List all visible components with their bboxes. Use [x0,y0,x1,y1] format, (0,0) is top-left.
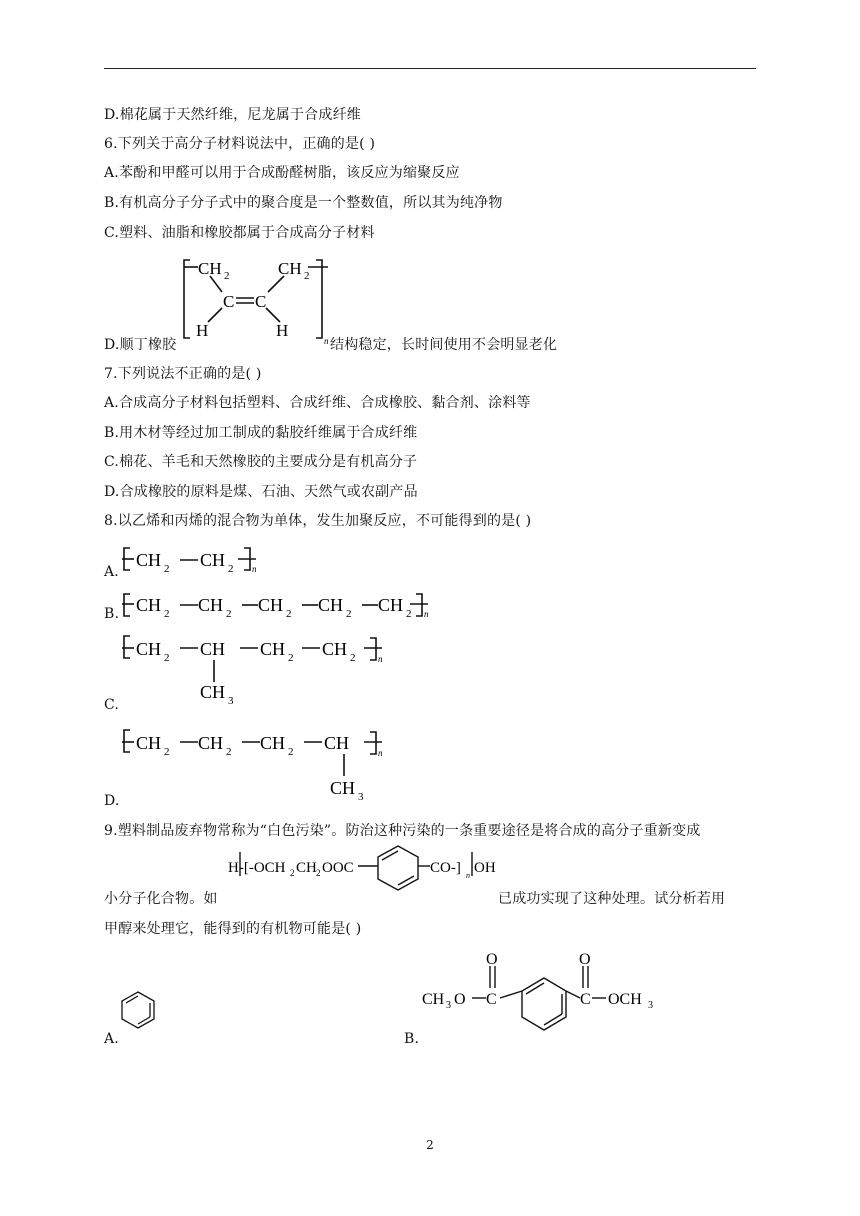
q6-option-a: A.苯酚和甲醛可以用于合成酚醛树脂，该反应为缩聚反应 [104,165,460,181]
q6-h-right: H [276,321,289,340]
svg-text:CH: CH [260,733,286,753]
svg-text:CH: CH [136,733,162,753]
svg-text:O: O [579,951,591,968]
q6-option-d-prefix: D.顺丁橡胶 [104,337,177,353]
q9-label-a: A. [104,1031,119,1047]
q5-option-d: D.棉花属于天然纤维，尼龙属于合成纤维 [104,107,361,123]
q7-stem: 7.下列说法不正确的是( ) [104,366,262,382]
q6-option-b: B.有机高分子分子式中的聚合度是一个整数值，所以其为纯净物 [104,195,503,211]
svg-text:CH: CH [136,550,162,570]
q6-c-right: C [255,292,267,311]
svg-text:OOC: OOC [322,860,354,876]
q8-label-b: B. [104,606,120,622]
q6-option-d-suffix: 结构稳定，长时间使用不会明显老化 [330,337,558,353]
q7-option-d: D.合成橡胶的原料是煤、石油、天然气或农副产品 [104,484,418,500]
q8-structure-c [118,630,398,710]
svg-text:C: C [486,991,497,1008]
svg-text:CH: CH [260,639,286,659]
page-number: 2 [426,1138,434,1152]
svg-text:n: n [378,748,383,758]
svg-text:CH: CH [318,595,344,615]
svg-text:3: 3 [446,1000,451,1011]
svg-text:CO-]: CO-] [430,860,461,876]
svg-text:CH: CH [136,595,162,615]
svg-text:2: 2 [286,608,292,620]
svg-text:CH: CH [422,991,445,1008]
svg-text:n: n [252,564,257,574]
svg-text:2: 2 [164,746,170,758]
q6-sub2-left: 2 [224,270,230,282]
svg-text:O: O [486,951,498,968]
svg-text:2: 2 [406,608,412,620]
svg-text:2: 2 [164,563,170,575]
svg-text:OH: OH [474,860,496,876]
q7-option-a: A.合成高分子材料包括塑料、合成纤维、合成橡胶、黏合剂、涂料等 [104,395,531,411]
svg-text:2: 2 [226,746,232,758]
svg-text:CH: CH [330,778,356,798]
svg-text:C: C [580,991,591,1008]
svg-text:2: 2 [316,868,321,878]
svg-text:3: 3 [648,1000,653,1011]
q6-c-left: C [223,292,235,311]
q9-stem-line2-suffix: 已成功实现了这种处理。试分析若用 [498,891,726,907]
header-rule [104,68,756,69]
svg-text:2: 2 [346,608,352,620]
svg-text:CH: CH [324,733,350,753]
svg-text:CH: CH [200,550,226,570]
q8-label-c: C. [104,697,120,713]
svg-text:3: 3 [358,791,364,802]
q6-ch2-right: CH [278,259,302,278]
svg-text:CH: CH [200,682,226,702]
q9-stem-line2-prefix: 小分子化合物。如 [104,891,218,907]
svg-text:CH: CH [198,733,224,753]
svg-text:2: 2 [228,563,234,575]
q7-option-b: B.用木材等经过加工制成的黏胶纤维属于合成纤维 [104,425,418,441]
svg-text:CH: CH [296,860,317,876]
q8-label-a: A. [104,564,119,580]
q6-option-c: C.塑料、油脂和橡胶都属于合成高分子材料 [104,225,375,241]
svg-text:n: n [378,654,383,664]
q6-ch2-left: CH [198,259,222,278]
svg-text:CH: CH [198,595,224,615]
q8-structure-d [118,724,398,806]
q9-stem-line1: 9.塑料制品废弃物常称为“白色污染”。防治这种污染的一条重要途径是将合成的高分子重新变成 [104,823,701,839]
svg-text:CH: CH [322,639,348,659]
q6-n: n [324,336,329,346]
q7-option-c: C.棉花、羊毛和天然橡胶的主要成分是有机高分子 [104,454,418,470]
svg-text:2: 2 [288,652,294,664]
q8-label-d: D. [104,793,120,809]
svg-text:CH: CH [258,595,284,615]
q9-stem-line3: 甲醇来处理它，能得到的有机物可能是( ) [104,921,362,937]
q9-option-b-diester [420,948,670,1048]
q9-label-b: B. [404,1031,420,1047]
svg-text:2: 2 [350,652,356,664]
svg-text:CH: CH [200,639,226,659]
svg-text:2: 2 [226,608,232,620]
q8-stem: 8.以乙烯和丙烯的混合物为单体，发生加聚反应，不可能得到的是( ) [104,513,532,529]
svg-text:n: n [424,609,429,619]
q9-option-a-benzene [116,988,160,1038]
svg-text:2: 2 [290,868,295,878]
svg-text:2: 2 [164,652,170,664]
svg-text:H-[-OCH: H-[-OCH [228,860,286,876]
q6-h-left: H [196,321,209,340]
svg-text:CH: CH [378,595,404,615]
q8-structure-a [118,542,268,582]
svg-text:3: 3 [228,695,234,706]
q9-polymer-structure [226,842,516,898]
q8-structure-b [118,588,438,626]
svg-text:O: O [454,991,466,1008]
svg-text:2: 2 [288,746,294,758]
svg-text:2: 2 [164,608,170,620]
svg-text:CH: CH [136,639,162,659]
svg-text:OCH: OCH [608,991,642,1008]
cis-polybutadiene-structure [176,254,336,350]
svg-text:n: n [466,871,470,880]
q6-stem: 6.下列关于高分子材料说法中，正确的是( ) [104,136,376,152]
q6-sub2-right: 2 [304,270,310,282]
